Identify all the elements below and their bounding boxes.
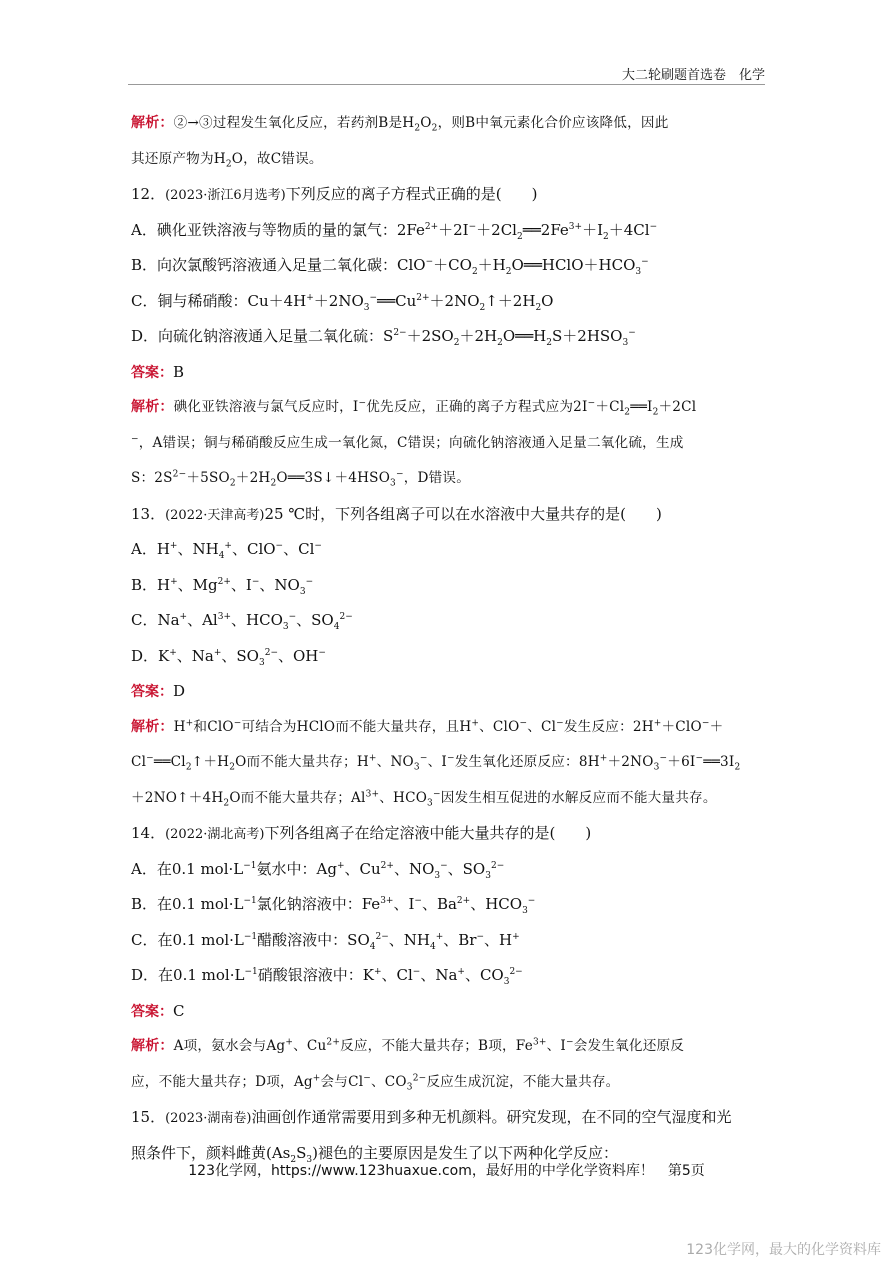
text-line-l22 [131,858,771,894]
line-text: 照条件下，颜料雌黄$(As_2S_3)$褪色的主要原因是发生了以下两种化学反应： [131,1143,618,1165]
line-text: −，A错误；铜与稀硝酸反应生成一氧化氮，C错误；向硫化钠溶液通入足量二氧化硫，生成 [131,433,684,451]
label-tag: 解析： [131,115,174,131]
line-text: D．K+、Na+、$SO_3^{2-}$、OH− [131,646,326,668]
text-line-l18 [131,716,771,752]
line-text: 应，不能大量共存；D项，Ag+会与Cl−、$CO_3^{2-}$反应生成沉淀，不能大量共存。 [131,1072,620,1093]
line-text: C．Na+、$Al^{3+}$、$HCO_3^-$、$SO_4^{2-}$ [131,611,353,632]
page-header [128,64,765,85]
text-line-l16 [131,645,771,681]
line-text: D [173,682,186,700]
text-line-l19 [131,751,771,787]
line-text: $Cl^-══Cl_2↑+H_2O$而不能大量共存；H+、$NO_3^-$、I−发生氧化还原反应：$8H^++2NO_3^-+6I^-══3I_2$ [131,753,741,773]
label-tag: 解析： [131,399,174,415]
line-text: 12．(2023·浙江6月选考)下列反应的离子方程式正确的是( ) [131,185,538,203]
line-text: A．在0.1 $mol\cdot L^{-1}$氨水中：Ag+、$Cu^{2+}$、$NO_3^-$、$SO_3^{2-}$ [131,859,505,881]
text-line-l14 [131,574,771,610]
line-text: 14．(2022·湖北高考)下列各组离子在给定溶液中能大量共存的是( ) [131,824,592,842]
text-line-l15 [131,609,771,645]
text-line-l5 [131,254,771,290]
text-line-l2 [131,148,771,184]
page-footer: 123化学网，https://www.123huaxue.com，最好用的中学化学资料库！ 第5页 [188,1163,705,1179]
text-line-l21 [131,822,771,858]
text-line-l29 [131,1106,771,1142]
line-text: 13．(2022·天津高考)25 ℃时，下列各组离子可以在水溶液中大量共存的是( ) [131,504,662,523]
line-text: B．H+、$Mg^{2+}$、I−、$NO_3^-$ [131,575,314,597]
line-text: C．在0.1 $mol\cdot L^{-1}$醋酸溶液中：$SO_4^{2-}$、$NH_4^+$、Br−、H+ [131,930,520,952]
text-line-l1 [131,112,771,148]
text-line-l6 [131,290,771,326]
line-text: 碘化亚铁溶液与氯气反应时，I−优先反应，正确的离子方程式应为$2I^-+Cl_2══I_2+2Cl$ [173,398,697,418]
line-text: A项，氨水会与Ag+、$Cu^{2+}$反应，不能大量共存；B项，$Fe^{3+}$、I−会发生氧化还原反 [173,1037,685,1054]
line-text: 15．(2023·湖南卷)油画创作通常需要用到多种无机颜料。研究发现，在不同的空气湿度和光 [131,1108,732,1126]
text-line-l4 [131,219,771,255]
text-line-l7 [131,325,771,361]
line-text: C [173,1001,185,1020]
text-line-l10 [131,432,771,468]
line-text: D．向硫化钠溶液通入足量二氧化硫：$S^{2-}+2SO_2+2H_2O══H_2S+2HSO_3^-$ [131,327,636,348]
label-tag: 答案： [131,1003,173,1020]
line-text: $+2NO↑+4H_2O$而不能大量共存；$Al^{3+}$、$HCO_3^-$因发生相互促进的水解反应而不能大量共存。 [131,788,717,809]
header-title: 大二轮刷题首选卷 化学 [621,68,765,83]
line-text: A．碘化亚铁溶液与等物质的量的氯气：$2Fe^{2+}+2I^-+2Cl_2══2Fe^{3+}+I_2+4Cl^-$ [131,220,658,242]
text-line-l17 [131,680,771,716]
text-line-l25 [131,964,771,1000]
text-line-l20 [131,787,771,823]
line-text: H+和ClO−可结合为HClO而不能大量共存，且H+、ClO−、Cl−发生反应：2H+＋ClO−＋ [173,717,724,735]
line-text: B [173,362,185,381]
text-line-l3 [131,183,771,219]
text-line-l8 [131,361,771,397]
text-line-l13 [131,538,771,574]
line-text: S：$2S^{2-}+5SO_2+2H_2O══3S↓+4HSO_3^-$，D错误。 [131,469,471,489]
text-line-l27 [131,1035,771,1071]
line-text: A．H+、$NH_4^+$、ClO−、Cl− [131,540,322,561]
text-line-l23 [131,893,771,929]
text-line-l11 [131,467,771,503]
line-text: D．在0.1 $mol\cdot L^{-1}$硝酸银溶液中：K+、Cl−、Na+、$CO_3^{2-}$ [131,966,523,987]
label-tag: 答案： [131,684,173,700]
label-tag: 答案： [131,364,173,381]
text-line-l24 [131,929,771,965]
watermark: 123化学网，最大的化学资料库 [686,1242,881,1258]
label-tag: 解析： [131,1038,174,1054]
line-text: ②→③过程发生氧化反应，若药剂B是$H_2O_2$，则B中氧元素化合价应该降低，因此 [173,115,669,134]
text-line-l26 [131,1000,771,1036]
line-text: 其还原产物为$H_2O$，故C错误。 [131,150,323,170]
document-body [131,112,771,1177]
text-line-l9 [131,396,771,432]
text-line-l12 [131,503,771,539]
line-text: C．铜与稀硝酸：$Cu+4H^++2NO_3^-══Cu^{2+}+2NO_2↑+2H_2O$ [131,291,554,313]
text-line-l28 [131,1071,771,1107]
line-text: B．向次氯酸钙溶液通入足量二氧化碳：$ClO^-+CO_2+H_2O══HClO+HCO_3^-$ [131,256,649,277]
line-text: B．在0.1 $mol\cdot L^{-1}$氯化钠溶液中：$Fe^{3+}$、I−、$Ba^{2+}$、$HCO_3^-$ [131,895,536,916]
label-tag: 解析： [131,718,174,735]
